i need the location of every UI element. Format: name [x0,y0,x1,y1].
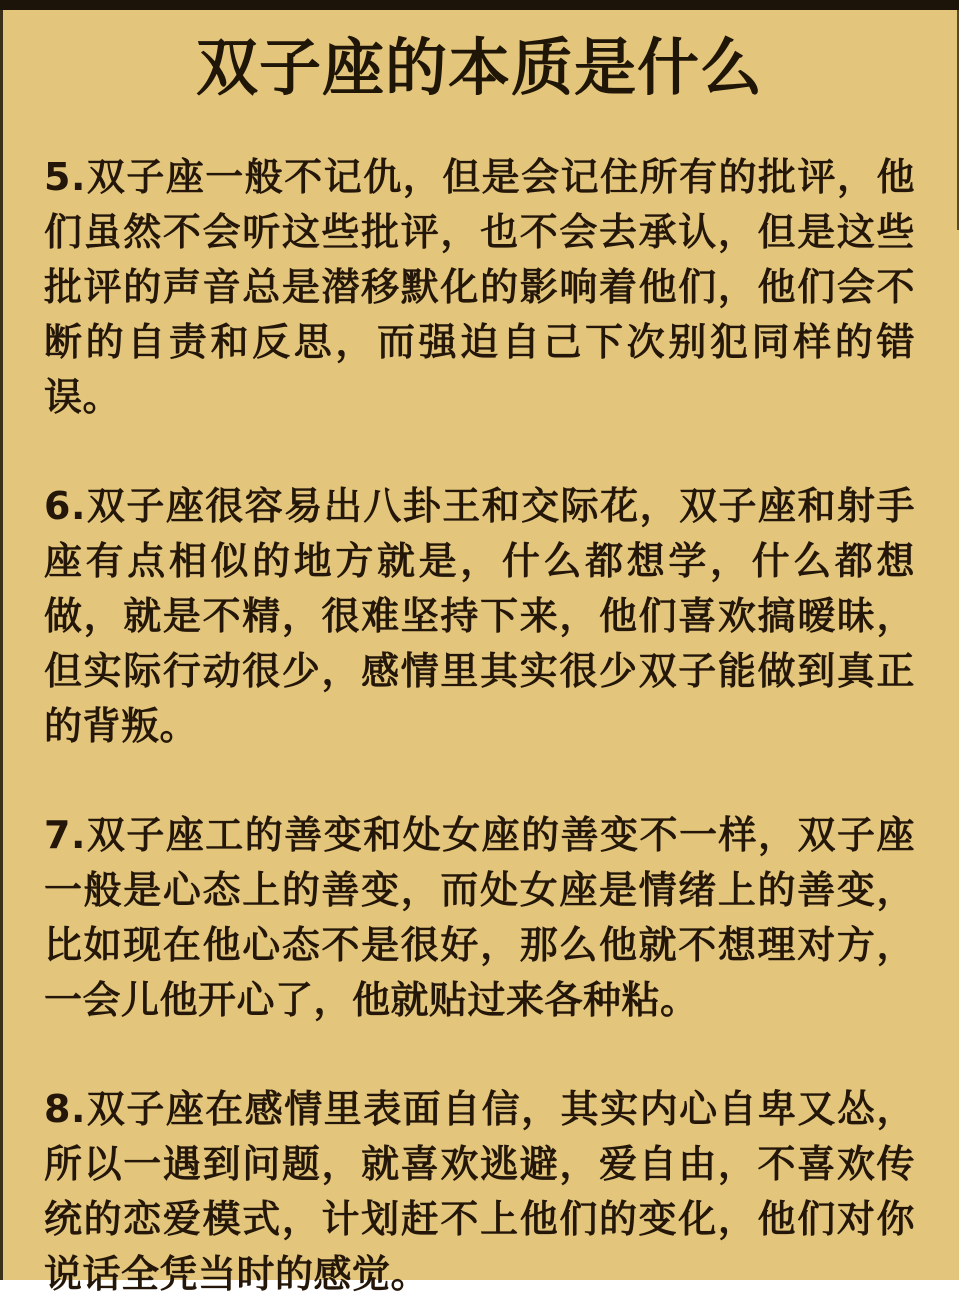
page-title: 双子座的本质是什么 [195,31,763,104]
top-dark-bar [0,0,959,10]
paragraph-7: 7.双子座工的善变和处女座的善变不一样，双子座一般是心态上的善变，而处女座是情绪上的善变，比如现在他心态不是很好，那么他就不想理对方，一会儿他开心了，他就贴过来各种粘。 [44,813,915,1022]
article-body [0,104,959,1302]
paragraph-5: 5.双子座一般不记仇，但是会记住所有的批评，他们虽然不会听这些批评，也不会去承认，但是这些批评的声音总是潜移默化的影响着他们，他们会不断的自责和反思，而强迫自己下次别犯同样的错误。 [44,155,915,419]
left-edge-border [0,0,3,1280]
paragraph-6: 6.双子座很容易出八卦王和交际花，双子座和射手座有点相似的地方就是，什么都想学，什么都想做，就是不精，很难坚持下来，他们喜欢搞暧昧，但实际行动很少，感情里其实很少双子能做到真正的背叛。 [44,484,915,748]
paragraph-8: 8.双子座在感情里表面自信，其实内心自卑又怂，所以一遇到问题，就喜欢逃避，爱自由，不喜欢传统的恋爱模式，计划赶不上他们的变化，他们对你说话全凭当时的感觉。 [44,1087,915,1296]
